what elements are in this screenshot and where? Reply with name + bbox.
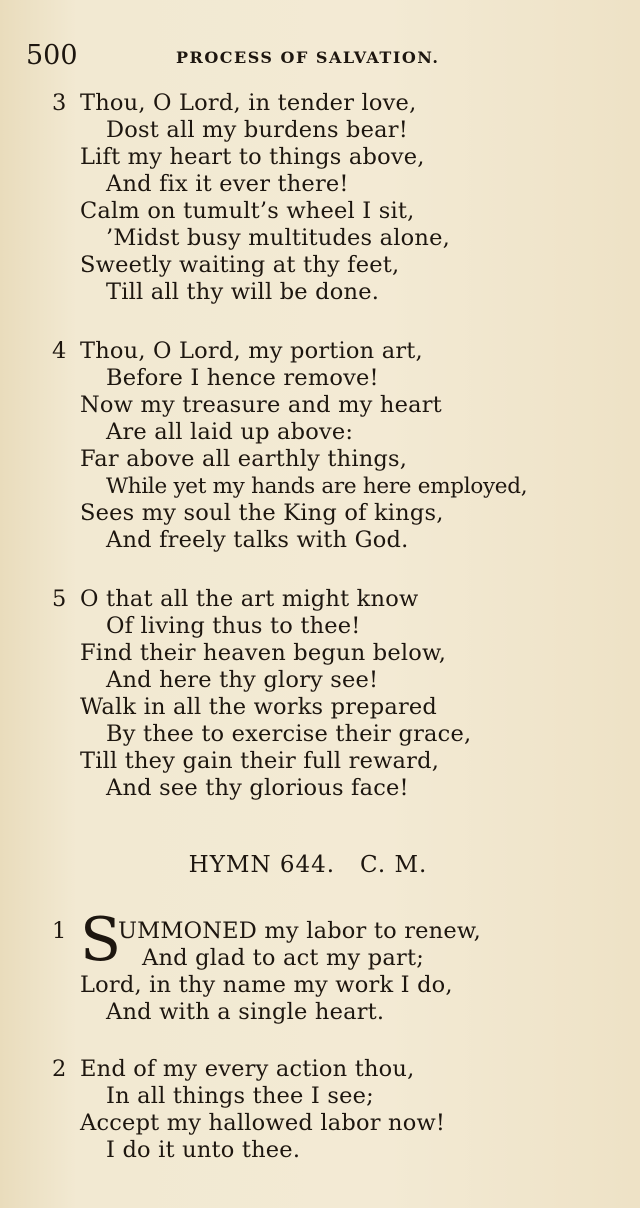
verse-line: Accept my hallowed labor now! <box>80 1110 446 1136</box>
running-head: PROCESS OF SALVATION. <box>176 48 440 67</box>
verse-line: O that all the art might know <box>80 586 419 612</box>
verse-line: By thee to exercise their grace, <box>106 721 472 747</box>
verse-line: Far above all earthly things, <box>80 446 408 472</box>
drop-cap: S <box>80 905 122 975</box>
verse-line: And see thy glorious face! <box>106 775 409 801</box>
verse-line: And glad to act my part; <box>142 945 425 971</box>
stanza-number: 3 <box>52 90 67 116</box>
verse-line: Calm on tumult’s wheel I sit, <box>80 198 415 224</box>
verse-line: In all things thee I see; <box>106 1083 374 1109</box>
verse-line: Till they gain their full reward, <box>80 748 440 774</box>
verse-line: End of my every action thou, <box>80 1056 415 1082</box>
stanza-number: 1 <box>52 918 67 944</box>
verse-line: Dost all my burdens bear! <box>106 117 408 143</box>
page-header <box>26 40 632 74</box>
verse-line: Thou, O Lord, in tender love, <box>80 90 417 116</box>
stanza-number: 2 <box>52 1056 67 1082</box>
verse-line: Till all thy will be done. <box>106 279 380 305</box>
verse-line: ’Midst busy multitudes alone, <box>106 225 450 251</box>
verse-line: Lord, in thy name my work I do, <box>80 972 453 998</box>
verse-line: And freely talks with God. <box>106 527 409 553</box>
stanza-number: 5 <box>52 586 67 612</box>
verse-line: And with a single heart. <box>106 999 385 1025</box>
verse-line: And fix it ever there! <box>106 171 349 197</box>
verse-line: Sees my soul the King of kings, <box>80 500 444 526</box>
verse-line: Lift my heart to things above, <box>80 144 425 170</box>
verse-line: Of living thus to thee! <box>106 613 361 639</box>
verse-line: Thou, O Lord, my portion art, <box>80 338 423 364</box>
stanza-number: 4 <box>52 338 67 364</box>
verse-line: Are all laid up above: <box>106 419 354 445</box>
verse-line-rest: UMMONED my labor to renew, <box>118 918 482 944</box>
verse-line: Sweetly waiting at thy feet, <box>80 252 400 278</box>
verse-line: Find their heaven begun below, <box>80 640 447 666</box>
verse-line: Now my treasure and my heart <box>80 392 442 418</box>
verse-line: Before I hence remove! <box>106 365 379 391</box>
page-number: 500 <box>26 40 78 71</box>
hymn-title <box>0 852 640 878</box>
verse-line: And here thy glory see! <box>106 667 379 693</box>
hymn-title-text: HYMN 644. C. M. <box>188 852 428 878</box>
verse-line: Walk in all the works prepared <box>80 694 438 720</box>
verse-line: I do it unto thee. <box>106 1137 301 1163</box>
verse-line: While yet my hands are here employed, <box>106 474 528 499</box>
